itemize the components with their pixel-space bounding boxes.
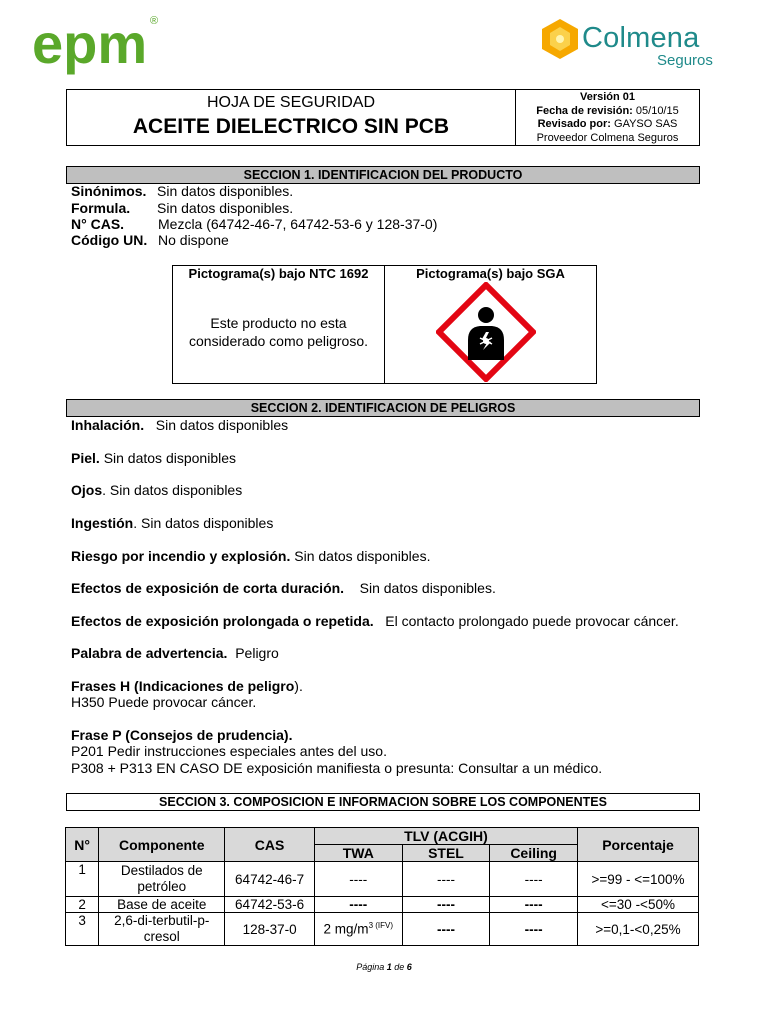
percentage-value: >=99 - <=100% xyxy=(578,862,699,897)
revision-info xyxy=(516,90,699,145)
epm-logo xyxy=(30,8,170,78)
twa-value: ---- xyxy=(314,897,402,913)
revision-date-label: Fecha de revisión: xyxy=(536,104,633,117)
row-number: 2 xyxy=(66,897,99,913)
eyes-value: . Sin datos disponibles xyxy=(102,482,243,498)
col-header-component: Componente xyxy=(99,828,225,862)
ceiling-value: ---- xyxy=(490,913,578,946)
ingestion-value: . Sin datos disponibles xyxy=(133,515,274,531)
svg-text:®: ® xyxy=(150,15,159,27)
inhalation-label: Inhalación. xyxy=(71,417,145,433)
col-header-cas: CAS xyxy=(225,828,315,862)
component-name: Destilados de petróleo xyxy=(99,862,225,897)
colmena-hexagon-icon xyxy=(540,18,580,60)
p-phrase-line-2: P308 + P313 EN CASO DE exposición manifiesta o presunta: Consultar a un médico. xyxy=(71,760,603,776)
warning-word-value: Peligro xyxy=(235,645,279,661)
long-exposure-value: El contacto prolongado puede provocar cáncer. xyxy=(385,613,679,629)
stel-value: ---- xyxy=(402,913,490,946)
cas-label: N° CAS. xyxy=(71,216,125,232)
percentage-value: <=30 -<50% xyxy=(578,897,699,913)
colmena-logo-subtext: Seguros xyxy=(657,52,713,69)
row-number: 3 xyxy=(66,913,99,946)
reviewed-by-label: Revisado por: xyxy=(537,118,611,130)
percentage-value: >=0,1-<0,25% xyxy=(578,913,699,946)
component-name: Base de aceite xyxy=(99,897,225,913)
cas-number: 64742-53-6 xyxy=(225,897,315,913)
un-code-value: No dispone xyxy=(158,232,229,248)
ntc-note-line-1: Este producto no esta xyxy=(210,315,347,331)
provider: Proveedor Colmena Seguros xyxy=(536,131,679,144)
document-header xyxy=(66,89,700,146)
short-exposure-label: Efectos de exposición de corta duración. xyxy=(71,580,345,596)
ceiling-value: ---- xyxy=(490,897,578,913)
ceiling-value: ---- xyxy=(490,862,578,897)
col-header-tlv: TLV (ACGIH) xyxy=(314,828,577,845)
epm-logo-text: epm xyxy=(32,12,148,75)
formula-value: Sin datos disponibles. xyxy=(157,200,294,216)
h-phrases-title-end: ). xyxy=(294,678,303,694)
skin-label: Piel. xyxy=(71,450,100,466)
warning-word-label: Palabra de advertencia. xyxy=(71,645,228,661)
un-code-label: Código UN. xyxy=(71,232,148,248)
components-table xyxy=(65,827,699,946)
synonyms-value: Sin datos disponibles. xyxy=(157,183,294,199)
h-phrase-line: H350 Puede provocar cáncer. xyxy=(71,694,257,710)
col-header-percentage: Porcentaje xyxy=(578,828,699,862)
table-row xyxy=(66,913,699,946)
reviewed-by: GAYSO SAS xyxy=(614,118,678,130)
col-header-n: N° xyxy=(66,828,99,862)
page-label: Página xyxy=(356,962,385,972)
page-of: de xyxy=(394,962,405,972)
col-header-twa: TWA xyxy=(314,845,402,862)
document-subtitle: HOJA DE SEGURIDAD xyxy=(206,94,376,111)
synonyms-label: Sinónimos. xyxy=(71,183,147,199)
page-total: 6 xyxy=(406,962,412,972)
fire-risk-value: Sin datos disponibles. xyxy=(294,548,431,564)
ntc-pictogram-note xyxy=(173,314,384,350)
component-name: 2,6-di-terbutil-p- cresol xyxy=(99,913,225,946)
col-header-stel: STEL xyxy=(402,845,490,862)
version-label: Versión 01 xyxy=(579,91,636,103)
stel-value: ---- xyxy=(402,862,490,897)
ingestion-label: Ingestión xyxy=(71,515,134,531)
section-1-title: SECCION 1. IDENTIFICACION DEL PRODUCTO xyxy=(66,166,700,184)
p-phrase-line-1: P201 Pedir instrucciones especiales antes del uso. xyxy=(71,743,387,759)
document-title: ACEITE DIELECTRICO SIN PCB xyxy=(132,115,450,138)
inhalation-value: Sin datos disponibles xyxy=(155,417,289,433)
col-header-ceiling: Ceiling xyxy=(490,845,578,862)
page-number: 1 xyxy=(386,962,392,972)
revision-date: 05/10/15 xyxy=(635,104,679,117)
section-3-title: SECCION 3. COMPOSICION E INFORMACION SOBRE LOS COMPONENTES xyxy=(66,793,700,811)
health-hazard-icon xyxy=(436,282,536,382)
fire-risk-label: Riesgo por incendio y explosión. xyxy=(71,548,291,564)
formula-label: Formula. xyxy=(71,200,131,216)
p-phrases-title: Frase P (Consejos de prudencia). xyxy=(71,727,293,743)
table-row xyxy=(66,862,699,897)
pictogram-table xyxy=(172,265,597,384)
eyes-label: Ojos xyxy=(71,482,103,498)
cas-number: 64742-46-7 xyxy=(225,862,315,897)
section-2-title: SECCION 2. IDENTIFICACION DE PELIGROS xyxy=(66,399,700,417)
long-exposure-label: Efectos de exposición prolongada o repetida. xyxy=(71,613,374,629)
cas-number: 128-37-0 xyxy=(225,913,315,946)
short-exposure-value: Sin datos disponibles. xyxy=(359,580,496,596)
skin-value: Sin datos disponibles xyxy=(103,450,236,466)
h-phrases-title: Frases H (Indicaciones de peligro xyxy=(71,678,295,694)
stel-value: ---- xyxy=(402,897,490,913)
ntc-pictogram-header: Pictograma(s) bajo NTC 1692 xyxy=(188,266,369,281)
row-number: 1 xyxy=(66,862,99,897)
table-row xyxy=(66,897,699,913)
ntc-note-line-2: considerado como peligroso. xyxy=(189,333,368,349)
colmena-logo-text: Colmena xyxy=(582,22,700,54)
sga-pictogram-header: Pictograma(s) bajo SGA xyxy=(416,266,565,281)
twa-value: 2 $mg/m^{3 (IFV)}$ xyxy=(314,913,402,946)
cas-value: Mezcla (64742-46-7, 64742-53-6 y 128-37-0) xyxy=(158,216,438,232)
twa-value: ---- xyxy=(314,862,402,897)
page-footer xyxy=(0,962,768,972)
